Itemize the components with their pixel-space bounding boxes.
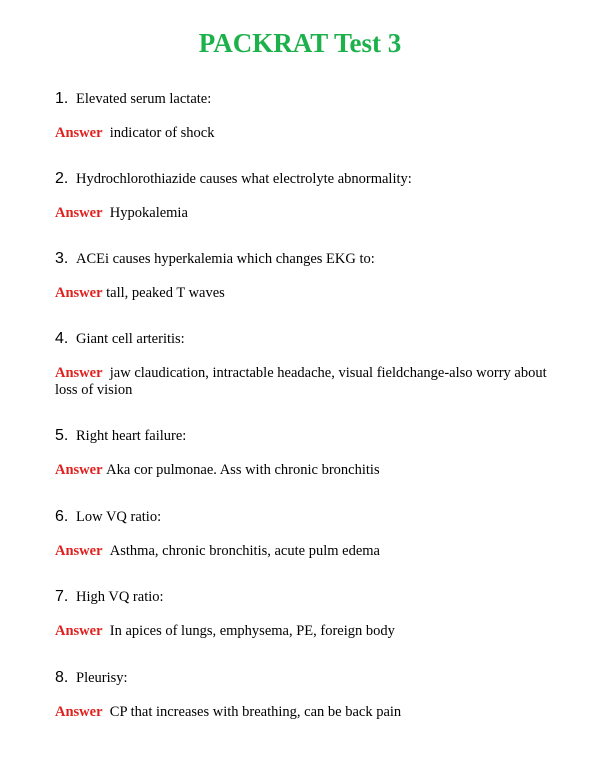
question-text: Hydrochlorothiazide causes what electrolyte abnormality: bbox=[76, 171, 412, 187]
answer bbox=[55, 543, 555, 560]
question bbox=[55, 507, 555, 527]
answer-text: Hypokalemia bbox=[109, 205, 188, 221]
answer-text: Aka cor pulmonae. Ass with chronic bronchitis bbox=[106, 462, 380, 478]
qa-item-6 bbox=[55, 507, 555, 560]
answer-text: CP that increases with breathing, can be back pain bbox=[109, 704, 402, 720]
question-number: 7. bbox=[55, 588, 69, 605]
qa-item-4 bbox=[55, 329, 555, 399]
answer-label: Answer bbox=[55, 623, 103, 639]
question bbox=[55, 329, 555, 349]
qa-item-7 bbox=[55, 587, 555, 640]
qa-item-8 bbox=[55, 668, 555, 721]
question-text: Low VQ ratio: bbox=[76, 509, 162, 525]
answer-label: Answer bbox=[55, 125, 103, 141]
answer-text: Asthma, chronic bronchitis, acute pulm edema bbox=[109, 543, 380, 559]
question bbox=[55, 89, 555, 109]
answer bbox=[55, 462, 555, 479]
question-number: 1. bbox=[55, 90, 69, 107]
answer bbox=[55, 623, 555, 640]
document-title: PACKRAT Test 3 bbox=[198, 28, 402, 58]
qa-item-2 bbox=[55, 169, 555, 222]
answer-text: In apices of lungs, emphysema, PE, foreign body bbox=[109, 623, 395, 639]
question-number: 5. bbox=[55, 427, 69, 444]
answer bbox=[55, 205, 555, 222]
question-text: Elevated serum lactate: bbox=[76, 91, 212, 107]
question bbox=[55, 169, 555, 189]
question-number: 6. bbox=[55, 508, 69, 525]
answer-label: Answer bbox=[55, 543, 103, 559]
answer bbox=[55, 365, 555, 399]
question-text: ACEi causes hyperkalemia which changes EKG to: bbox=[76, 251, 375, 267]
answer-text: jaw claudication, intractable headache, visual fieldchange-also worry about loss of vision bbox=[55, 365, 547, 398]
answer-label: Answer bbox=[55, 365, 103, 381]
question-text: Pleurisy: bbox=[76, 670, 128, 686]
answer bbox=[55, 285, 555, 302]
answer bbox=[55, 704, 555, 721]
qa-item-5 bbox=[55, 426, 555, 479]
question bbox=[55, 249, 555, 269]
answer-text: tall, peaked T waves bbox=[106, 285, 225, 301]
question-text: Giant cell arteritis: bbox=[76, 331, 185, 347]
answer-label: Answer bbox=[55, 285, 103, 301]
question-number: 2. bbox=[55, 170, 69, 187]
answer-label: Answer bbox=[55, 704, 103, 720]
question bbox=[55, 668, 555, 688]
question bbox=[55, 426, 555, 446]
answer-label: Answer bbox=[55, 205, 103, 221]
answer-text: indicator of shock bbox=[109, 125, 215, 141]
question-text: High VQ ratio: bbox=[76, 589, 164, 605]
qa-item-1 bbox=[55, 89, 555, 142]
qa-item-3 bbox=[55, 249, 555, 302]
question-number: 8. bbox=[55, 669, 69, 686]
question-number: 4. bbox=[55, 330, 69, 347]
answer-label: Answer bbox=[55, 462, 103, 478]
question bbox=[55, 587, 555, 607]
answer bbox=[55, 125, 555, 142]
question-text: Right heart failure: bbox=[76, 428, 187, 444]
question-number: 3. bbox=[55, 250, 69, 267]
